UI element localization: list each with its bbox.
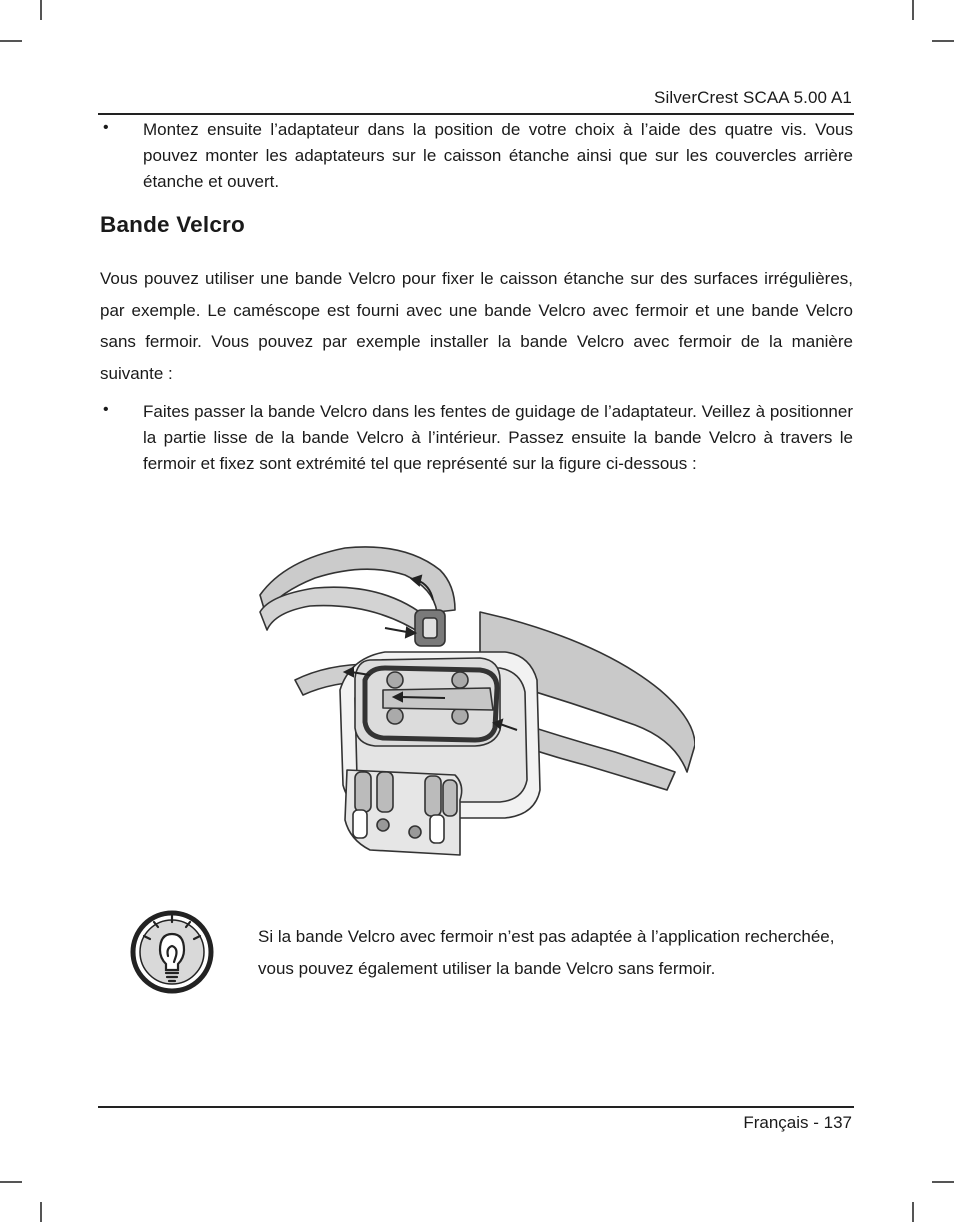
tip-text: Si la bande Velcro avec fermoir n’est pas adaptée à l’application recherchée, vous pouvez également utiliser la bande Velcro sans fermoir. bbox=[258, 927, 835, 978]
crop-mark bbox=[0, 40, 22, 42]
crop-mark bbox=[40, 1202, 42, 1222]
crop-mark bbox=[912, 1202, 914, 1222]
crop-mark bbox=[912, 0, 914, 20]
crop-mark bbox=[932, 1181, 954, 1183]
bullet-marker: • bbox=[103, 119, 109, 136]
intro-paragraph: Vous pouvez utiliser une bande Velcro pour fixer le caisson étanche sur des surfaces irrégulières, par exemple. Le caméscope est fourni avec une bande Velcro avec fermoir et une bande Velcro sans fermoir. Vous pouvez par exemple installer la bande Velcro avec fermoir de la manière suivante : bbox=[100, 269, 853, 383]
header-rule bbox=[98, 113, 854, 115]
crop-mark bbox=[40, 0, 42, 20]
lightbulb-icon bbox=[130, 910, 214, 994]
bullet-text-velcro-strap: Faites passer la bande Velcro dans les fentes de guidage de l’adaptateur. Veillez à positionner la partie lisse de la bande Velcro à l’intérieur. Passez ensuite la bande Velcro à travers le fermoir et fixez sont extrémité tel que représenté sur la figure ci-dessous : bbox=[143, 402, 853, 473]
section-title: Bande Velcro bbox=[100, 212, 245, 237]
footer-rule bbox=[98, 1106, 854, 1108]
bullet-marker: • bbox=[103, 401, 109, 418]
bullet-text-mount-adapter: Montez ensuite l’adaptateur dans la position de votre choix à l’aide des quatre vis. Vous pouvez monter les adaptateurs sur le caisson étanche ainsi que sur les couvercles arrière étanche et ouvert. bbox=[143, 120, 853, 191]
velcro-strap-illustration bbox=[255, 540, 695, 862]
footer-page-label: Français - 137 bbox=[743, 1113, 852, 1132]
crop-mark bbox=[932, 40, 954, 42]
header-doc-title: SilverCrest SCAA 5.00 A1 bbox=[654, 88, 852, 107]
crop-mark bbox=[0, 1181, 22, 1183]
